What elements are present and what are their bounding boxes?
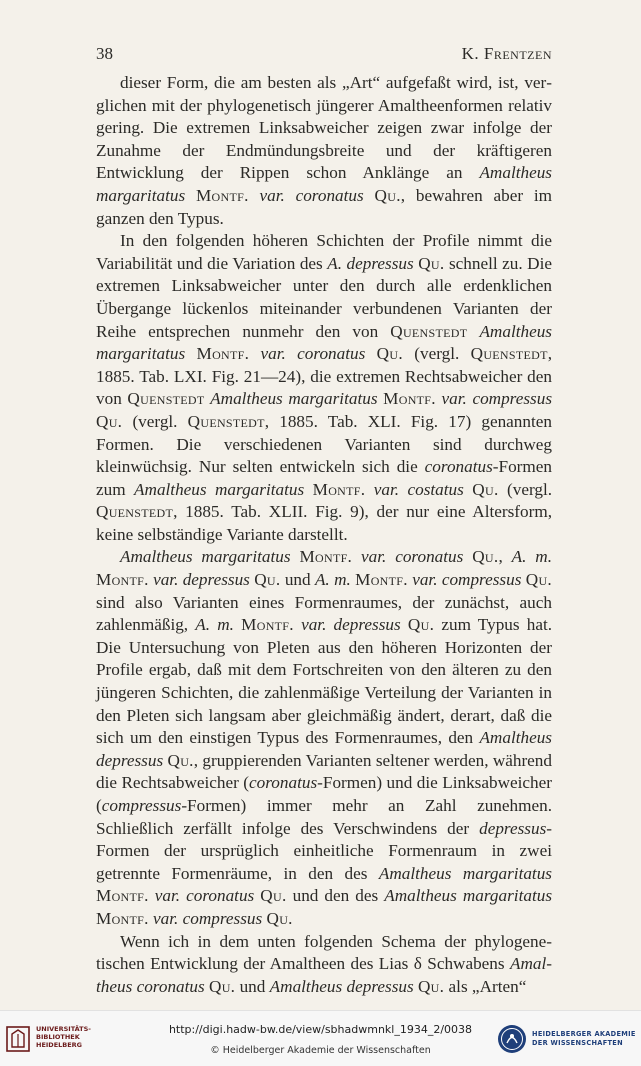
italic-term: var. coronatus bbox=[259, 185, 364, 205]
permalink-url[interactable]: http://digi.hadw-bw.de/view/sbhadwmnkl_1934_2/0038 bbox=[168, 1023, 473, 1036]
italic-term: Amaltheus margaritatus bbox=[134, 479, 305, 499]
text-run bbox=[467, 322, 479, 341]
author-abbrev: Quenstedt bbox=[127, 389, 205, 409]
author-abbrev: Montf. bbox=[96, 908, 149, 928]
italic-term: Amaltheus depressus bbox=[269, 976, 414, 996]
paragraph bbox=[96, 72, 552, 230]
italic-term: var. depressus bbox=[301, 615, 401, 635]
text-run bbox=[365, 480, 373, 499]
italic-term: A. depressus bbox=[327, 253, 414, 273]
paragraph bbox=[96, 230, 552, 546]
italic-term: Amaltheus margaritatus bbox=[378, 863, 552, 883]
italic-term: Amaltheus depressus bbox=[96, 728, 552, 770]
author-abbrev: Montf. bbox=[196, 344, 250, 364]
author-abbrev: Quenstedt bbox=[470, 344, 548, 364]
text-run: Wenn ich in dem unten folgenden Schema der phylogenetischen Entwicklung der Amaltheen des Lias δ Schwabens bbox=[96, 931, 552, 974]
author-abbrev: Qu. bbox=[472, 547, 499, 567]
italic-term: A. m. bbox=[511, 547, 553, 567]
italic-term: var. coronatus bbox=[154, 886, 255, 906]
body-text bbox=[96, 72, 552, 998]
text-run: sind also Varianten eines Formenraumes, der zunächst, auch zahlenmäßig, bbox=[96, 592, 552, 635]
italic-term: Amaltheus margaritatus bbox=[210, 389, 378, 409]
italic-term: var. depressus bbox=[153, 570, 250, 590]
text-run: (vergl. bbox=[122, 411, 188, 431]
italic-term: A. m. bbox=[195, 615, 234, 635]
author-abbrev: Montf. bbox=[383, 389, 436, 409]
author-abbrev: Qu. bbox=[96, 411, 123, 431]
text-run: -Formen zum bbox=[96, 457, 552, 499]
page-number: 38 bbox=[96, 44, 113, 63]
italic-term: var. costatus bbox=[373, 479, 464, 499]
university-library-name: UNIVERSITÄTS- BIBLIOTHEK HEIDELBERG bbox=[36, 1025, 91, 1049]
text-run: , gruppierenden Varianten seltener werden, während die Rechtsabweicher ( bbox=[96, 750, 552, 793]
author-abbrev: Qu. bbox=[407, 615, 435, 635]
italic-term: Amaltheus margaritatus bbox=[96, 163, 552, 205]
text-run: als „Arten“ bbox=[444, 976, 527, 996]
author-abbrev: Montf. bbox=[355, 570, 408, 590]
academy-name: HEIDELBERGER AKADEMIE DER WISSENSCHAFTEN bbox=[532, 1030, 636, 1047]
copyright-notice: © Heidelberger Akademie der Wissenschaften bbox=[210, 1045, 431, 1056]
text-run bbox=[249, 186, 260, 205]
text-run: und bbox=[235, 976, 270, 996]
text-run: -Formen der ursprüglich einheitliche Formenraum in zwei getrennte Formenräume, in den des bbox=[96, 818, 552, 883]
italic-term: Amaltheus margaritatus bbox=[120, 547, 291, 567]
author-abbrev: Qu. bbox=[418, 253, 445, 273]
text-run: (vergl. bbox=[498, 479, 553, 499]
text-run: dieser Form, die am besten als „Art“ aufgefaßt wird, ist, verglichen mit der phylogenetisch jüngerer Amaltheenformen relativ gering. Die extremen Linksabweicher zeigen zwar infolge der Zunahme der Endmündungsbreite und der kräftigeren Entwicklung der Rippen schon Anklänge an bbox=[96, 73, 552, 183]
author-abbrev: Quenstedt bbox=[187, 411, 265, 431]
text-run: In den folgenden höheren Schichten der Profile nimmt die Variabilität und die Variation des bbox=[96, 231, 552, 273]
italic-term: var. coronatus bbox=[361, 547, 464, 567]
author-abbrev: Qu. bbox=[525, 570, 553, 590]
text-run: (vergl. bbox=[402, 344, 471, 364]
text-run bbox=[364, 186, 375, 205]
author-abbrev: Qu. bbox=[209, 976, 236, 996]
author-abbrev: Montf. bbox=[96, 886, 149, 906]
text-run: , 1885. Tab. XLII. Fig. 9), der nur eine Altersform, keine selbständige Variante darstellt. bbox=[96, 502, 552, 544]
author-abbrev: Montf. bbox=[299, 547, 353, 567]
text-run bbox=[185, 344, 196, 363]
running-title: K. Frentzen bbox=[461, 44, 552, 63]
text-run: , 1885. Tab. XLI. Fig. 17) genannten Formen. Die verschiedenen Varianten sind durchweg kleinwüchsig. Nur selten entwickeln sich die bbox=[96, 411, 552, 477]
text-run: zum Typus hat. Die Untersuchung von Pleten aus den höheren Horizonten der Profile ergab, daß mit dem Fortschreiten von den älteren zu den jüngeren Schichten, die zahlenmäßige Verteilung der Varianten in den Pleten sich langsam aber gleichmäßig ändert, derart, daß die sich um den einstigen Typus des Formenraumes, den bbox=[96, 615, 553, 748]
author-abbrev: Montf. bbox=[195, 185, 249, 205]
academy-seal-icon bbox=[497, 1024, 527, 1054]
author-abbrev: Quenstedt bbox=[390, 321, 468, 341]
text-run bbox=[365, 344, 376, 363]
text-run bbox=[294, 615, 301, 634]
paragraph bbox=[96, 546, 552, 930]
author-abbrev: Montf. bbox=[312, 479, 366, 499]
text-run: und den des bbox=[286, 886, 385, 906]
text-run: und bbox=[280, 570, 315, 590]
text-run bbox=[352, 547, 361, 566]
italic-term: var. compressus bbox=[153, 908, 263, 928]
text-run: , bewahren aber im ganzen den Typus. bbox=[96, 185, 553, 228]
text-run bbox=[249, 344, 260, 363]
italic-term: depressus bbox=[479, 818, 547, 838]
author-abbrev: Qu. bbox=[472, 479, 499, 499]
text-run: -Formen) immer mehr an Zahl zunehmen. Schließlich zerfällt infolge des Verschwindens der bbox=[96, 796, 552, 838]
text-run: -Formen) und die Linksabweicher ( bbox=[96, 773, 552, 815]
text-run: schnell zu. Die extremen Linksabweicher unter den durch alle erdenklichen Übergange lückenlos miteinander verbundenen Varianten der Reihe entsprechen nunmehr den von bbox=[96, 253, 552, 341]
text-run: , bbox=[498, 547, 512, 567]
italic-term: var. compressus bbox=[412, 570, 522, 590]
italic-term: var. compressus bbox=[441, 389, 553, 409]
author-abbrev: Montf. bbox=[241, 615, 294, 635]
italic-term: coronatus bbox=[249, 773, 318, 793]
author-abbrev: Qu. bbox=[254, 570, 281, 590]
italic-term: coronatus bbox=[424, 457, 493, 477]
text-run bbox=[401, 615, 408, 634]
page-header bbox=[96, 44, 552, 66]
italic-term: Amaltheus coronatus bbox=[96, 954, 552, 996]
author-abbrev: Qu. bbox=[167, 750, 194, 770]
paragraph bbox=[96, 931, 552, 999]
author-abbrev: Qu. bbox=[260, 886, 287, 906]
text-run bbox=[304, 480, 312, 499]
author-abbrev: Qu. bbox=[374, 185, 401, 205]
italic-term: Amaltheus margaritatus bbox=[384, 886, 553, 906]
author-abbrev: Qu. bbox=[417, 976, 445, 996]
italic-term: var. coronatus bbox=[260, 344, 366, 364]
text-run bbox=[185, 186, 196, 205]
author-abbrev: Montf. bbox=[96, 570, 149, 590]
viewer-footer bbox=[0, 1010, 641, 1066]
italic-term: Amaltheus margaritatus bbox=[96, 321, 552, 364]
text-run bbox=[463, 547, 472, 566]
author-abbrev: Qu. bbox=[266, 908, 293, 928]
text-run: , 1885. Tab. LXI. Fig. 21—24), die extremen Rechtsabweicher den von bbox=[96, 344, 553, 409]
author-abbrev: Qu. bbox=[376, 344, 403, 364]
italic-term: compressus bbox=[101, 796, 182, 815]
author-abbrev: Quenstedt bbox=[96, 502, 174, 522]
italic-term: A. m. bbox=[314, 570, 351, 590]
